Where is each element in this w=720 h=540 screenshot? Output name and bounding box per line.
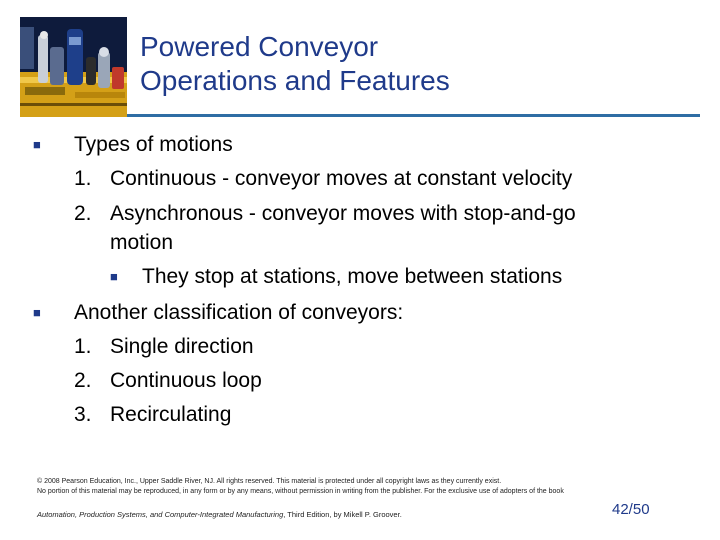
- book-edition: , Third Edition, by Mikell P. Groover.: [283, 510, 402, 519]
- list-number: 2.: [74, 202, 92, 225]
- list-item-continuous: Continuous - conveyor moves at constant velocity: [110, 167, 573, 190]
- list-item-continuous-loop: Continuous loop: [110, 369, 262, 392]
- header-image: [20, 17, 127, 117]
- list-item-asynchronous-continued: motion: [110, 231, 174, 254]
- list-item-recirculating: Recirculating: [110, 403, 232, 426]
- square-bullet-icon: ■: [33, 305, 41, 320]
- book-title: Automation, Production Systems, and Computer-Integrated Manufacturing: [37, 510, 284, 519]
- list-number: 1.: [74, 167, 92, 190]
- copyright-line-1: © 2008 Pearson Education, Inc., Upper Saddle River, NJ. All rights reserved. This material is protected under all copyright laws as they currently exist.: [37, 478, 502, 485]
- bullet-classification: Another classification of conveyors:: [74, 301, 404, 324]
- title-line-1: Powered Conveyor: [140, 31, 379, 62]
- page-number: 42/50: [612, 501, 650, 518]
- list-number: 3.: [74, 403, 92, 426]
- title-line-2: Operations and Features: [140, 65, 450, 96]
- list-item-asynchronous: Asynchronous - conveyor moves with stop-and-go: [110, 202, 576, 225]
- title-divider: [127, 114, 700, 117]
- square-bullet-icon: ■: [110, 269, 118, 284]
- bullet-types-of-motions: Types of motions: [74, 133, 233, 156]
- copyright-notice: [37, 477, 564, 497]
- sub-bullet-stations: They stop at stations, move between stations: [142, 265, 563, 288]
- book-citation: [37, 510, 402, 519]
- slide-title: [140, 30, 450, 98]
- copyright-line-2: No portion of this material may be reproduced, in any form or by any means, without permission in writing from the publisher. For the exclusive use of adopters of the book: [37, 488, 564, 495]
- circuit-board-image: [20, 17, 127, 117]
- list-item-single-direction: Single direction: [110, 335, 254, 358]
- list-number: 2.: [74, 369, 92, 392]
- list-number: 1.: [74, 335, 92, 358]
- square-bullet-icon: ■: [33, 137, 41, 152]
